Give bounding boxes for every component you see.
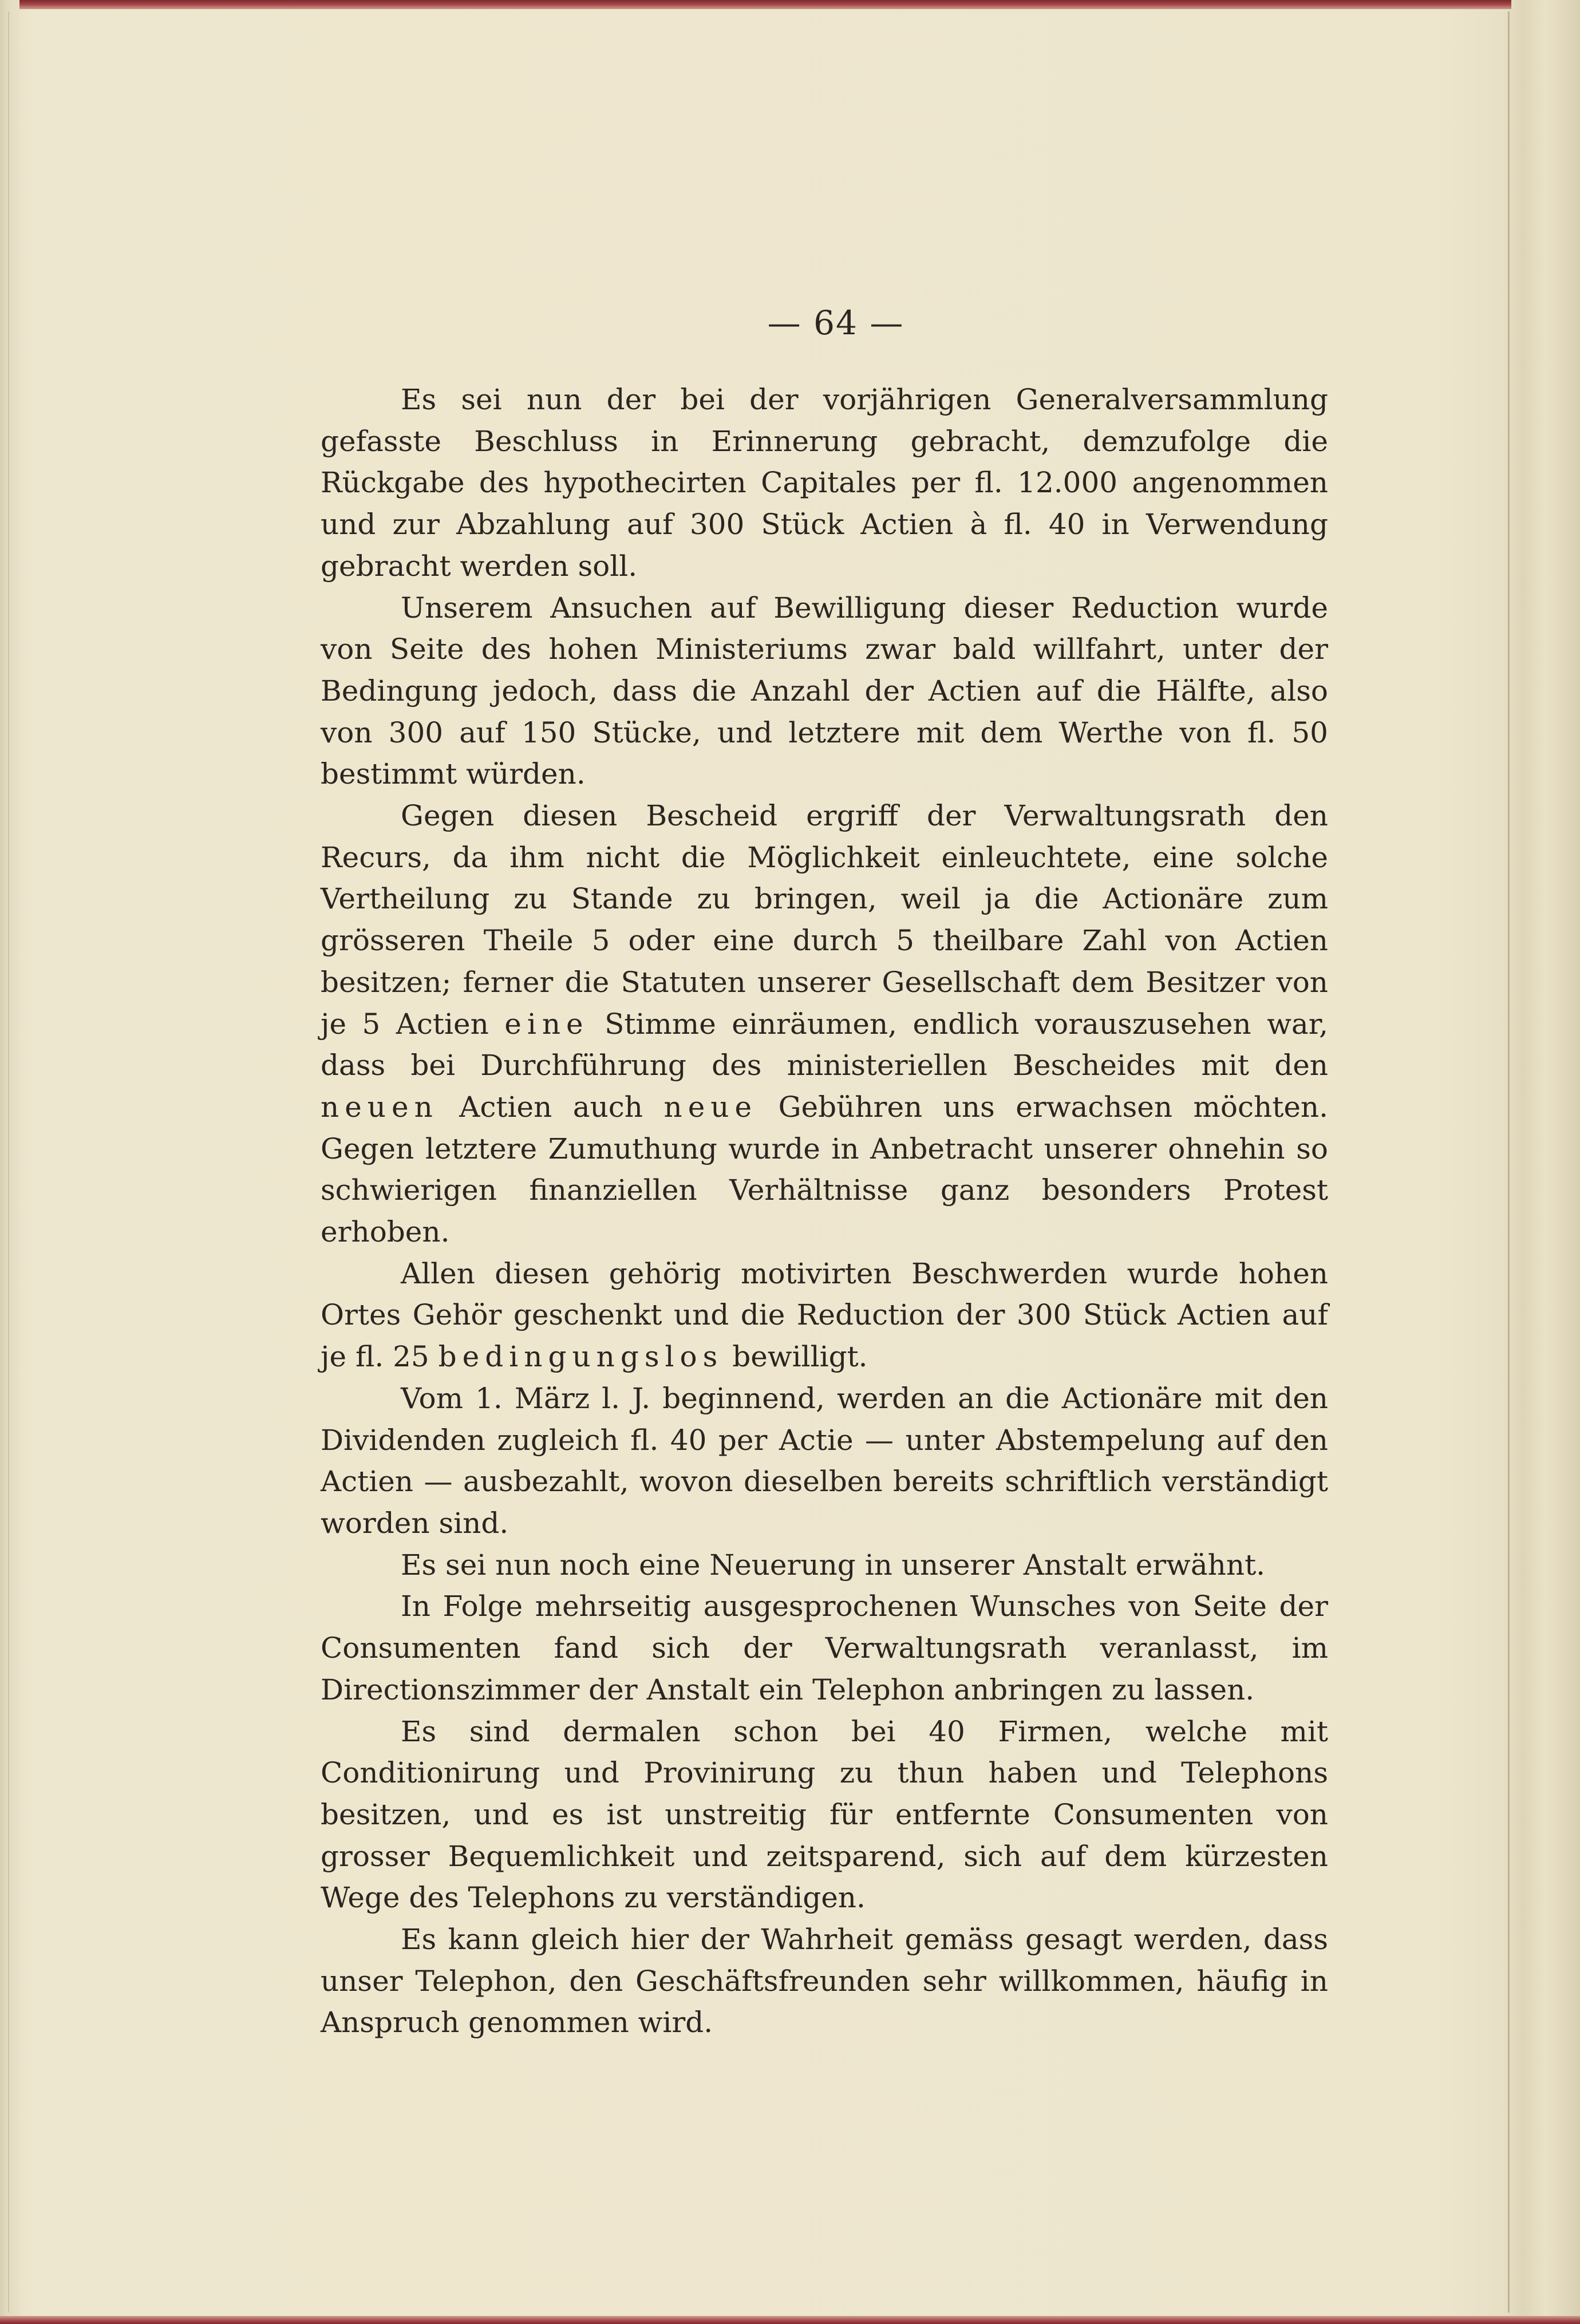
paragraph-6: Es sei nun noch eine Neuerung in unserer Anstalt erwähnt. [401, 1548, 1266, 1582]
paragraph-9: Es kann gleich hier der Wahrheit gemäss gesagt werden, dass unser Telephon, den Geschäftsfreunden sehr willkommen, häufig in Anspruch genommen wird. [321, 1923, 1328, 2040]
paragraph-3-part: Actien auch [459, 1090, 643, 1124]
left-fold-line [8, 11, 9, 2313]
paragraph-3 [321, 795, 1328, 1253]
page-number: — 64 — [767, 303, 904, 342]
page-bottom-edge [0, 2316, 1580, 2324]
emphasis-eine: eine [504, 1007, 589, 1041]
emphasis-neue: neue [663, 1090, 758, 1124]
paragraph-2: Unserem Ansuchen auf Bewilligung dieser Reduction wurde von Seite des hohen Ministeriums zwar bald willfahrt, unter der Bedingung jedoch, dass die Anzahl der Actien auf die Hälfte, also von 300 auf 150 Stücke, und letztere mit dem Werthe von fl. 50 bestimmt würden. [321, 591, 1328, 791]
paragraph-3-part: Stimme einräumen, endlich vorauszusehen war, dass bei Durchführung des ministeriellen Bescheides mit den [321, 1007, 1328, 1082]
paragraph-7: In Folge mehrseitig ausgesprochenen Wunsches von Seite der Consumenten fand sich der Verwaltungsrath veranlasst, im Directionszimmer der Anstalt ein Telephon anbringen zu lassen. [321, 1590, 1328, 1706]
paragraph-4-part: Allen diesen gehörig motivirten Beschwerden wurde hohen Ortes Gehör geschenkt und die Reduction der 300 Stück Actien auf je fl. 25 [321, 1256, 1328, 1374]
page-top-edge [0, 0, 1580, 9]
body-text [321, 379, 1328, 2044]
paragraph-1: Es sei nun der bei der vorjährigen Generalversammlung gefasste Beschluss in Erinnerung gebracht, demzufolge die Rückgabe des hypothecirten Capitales per fl. 12.000 angenommen und zur Abzahlung auf 300 Stück Actien à fl. 40 in Verwendung gebracht werden soll. [321, 383, 1328, 583]
gutter-line [1508, 11, 1510, 2313]
paragraph-5: Vom 1. März l. J. beginnend, werden an die Actionäre mit den Dividenden zugleich fl. 40 per Actie — unter Abstempelung auf den Actien — ausbezahlt, wovon dieselben bereits schriftlich verständigt worden sind. [321, 1381, 1328, 1540]
emphasis-bedingungslos: bedingungslos [438, 1340, 724, 1374]
paragraph-8: Es sind dermalen schon bei 40 Firmen, welche mit Conditionirung und Provinirung zu thun haben und Telephons besitzen, und es ist unstreitig für entfernte Consumenten von grosser Bequemlichkeit und zeitsparend, sich auf dem kürzesten Wege des Telephons zu verständigen. [321, 1714, 1328, 1915]
paragraph-3-part: Gebühren uns erwachsen möchten. Gegen letztere Zumuthung wurde in Anbetracht unserer ohnehin so schwierigen finanziellen Verhältnisse ganz besonders Protest erhoben. [321, 1090, 1329, 1249]
page-right-edge [1511, 0, 1580, 2324]
paragraph-4-part: bewilligt. [732, 1340, 868, 1374]
paragraph-4 [321, 1253, 1328, 1378]
page-left-edge [0, 0, 19, 2324]
emphasis-neuen: neuen [321, 1090, 439, 1124]
paragraph-3-part: Gegen diesen Bescheid ergriff der Verwaltungsrath den Recurs, da ihm nicht die Möglichkeit einleuchtete, eine solche Vertheilung zu Stande zu bringen, weil ja die Actionäre zum grösseren Theile 5 oder eine durch 5 theilbare Zahl von Actien besitzen; ferner die Statuten unserer Gesellschaft dem Besitzer von je 5 Actien [321, 799, 1328, 1041]
